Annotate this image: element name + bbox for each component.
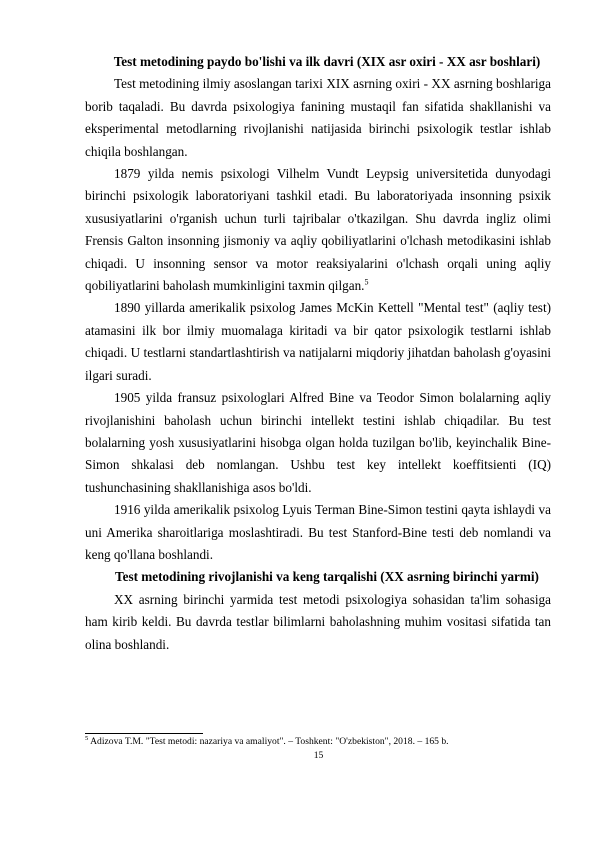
paragraph-2-text: 1879 yilda nemis psixologi Vilhelm Vundt Leypsig universitetida dunyodagi birinchi psixologik laboratoriyani tashkil etadi. Bu laboratoriyada insonning psixik xususiyatlarini o'rganish uchun turli tajribalar o'tkazilgan. Shu davrda ingliz olimi Frensis Galton insonning jismoniy va aqliy qobiliyatlarini o'lchash metodikasini ishlab chiqadi. U insonning sensor va motor reaksiyalarini o'lchash orqali uning aqliy qobiliyatlarini baholash mumkinligini taxmin qilgan. <box>85 166 551 294</box>
paragraph-5: 1916 yilda amerikalik psixolog Lyuis Terman Bine-Simon testini qayta ishlaydi va uni Amerika sharoitlariga moslashtiradi. Bu test Stanford-Bine testi deb nomlandi va keng qo'llana boshlandi. <box>85 502 551 562</box>
section-heading-1: Test metodining paydo bo'lishi va ilk davri (XIX asr oxiri - XX asr boshlari) <box>113 54 541 69</box>
paragraph-4: 1905 yilda fransuz psixologlari Alfred Bine va Teodor Simon bolalarning aqliy rivojlanishini baholash uchun birinchi intellekt testini ishlab chiqadilar. Bu test bolalarning yosh xususiyatlarini hisobga olgan holda tuzilgan bo'lib, keyinchalik Bine-Simon shkalasi deb nomlangan. Ushbu test key intellekt koeffitsienti (IQ) tushunchasining shakllanishiga asos bo'ldi. <box>85 390 551 495</box>
main-text <box>85 51 551 656</box>
footnote-reference[interactable]: 5 <box>364 277 369 287</box>
footnote-divider <box>85 733 203 734</box>
paragraph-3: 1890 yillarda amerikalik psixolog James McKin Kettell "Mental test" (aqliy test) atamasini ilk bor ilmiy muomalaga kiritadi va bir qator psixologik testlarni ishlab chiqadi. U testlarni standartlashtirish va natijalarni miqdoriy jihatdan baholash g'oyasini ilgari suradi. <box>85 300 551 383</box>
footnote <box>85 736 551 748</box>
paragraph-1: Test metodining ilmiy asoslangan tarixi XIX asrning oxiri - XX asrning boshlariga borib taqaladi. Bu davrda psixologiya fanining mustaqil fan sifatida shakllanishi va eksperimental metodlarning rivojlanishi natijasida birinchi psixologik testlar ishlab chiqila boshlangan. <box>85 76 551 159</box>
paragraph-6: XX asrning birinchi yarmida test metodi psixologiya sohasidan ta'lim sohasiga ham kirib keldi. Bu davrda testlar bilimlarni baholashning muhim vositasi sifatida tan olina boshlandi. <box>85 591 551 652</box>
footnote-number: 5 <box>85 734 89 742</box>
section-heading-2: Test metodining rivojlanishi va keng tarqalishi (XX asrning birinchi yarmi) <box>115 569 539 585</box>
paragraph-2 <box>85 163 551 297</box>
footnote-text: Adizova T.M. "Test metodi: nazariya va amaliyot". – Toshkent: "O'zbekiston", 2018. – 165 b. <box>88 736 449 747</box>
page-number: 15 <box>313 750 324 761</box>
